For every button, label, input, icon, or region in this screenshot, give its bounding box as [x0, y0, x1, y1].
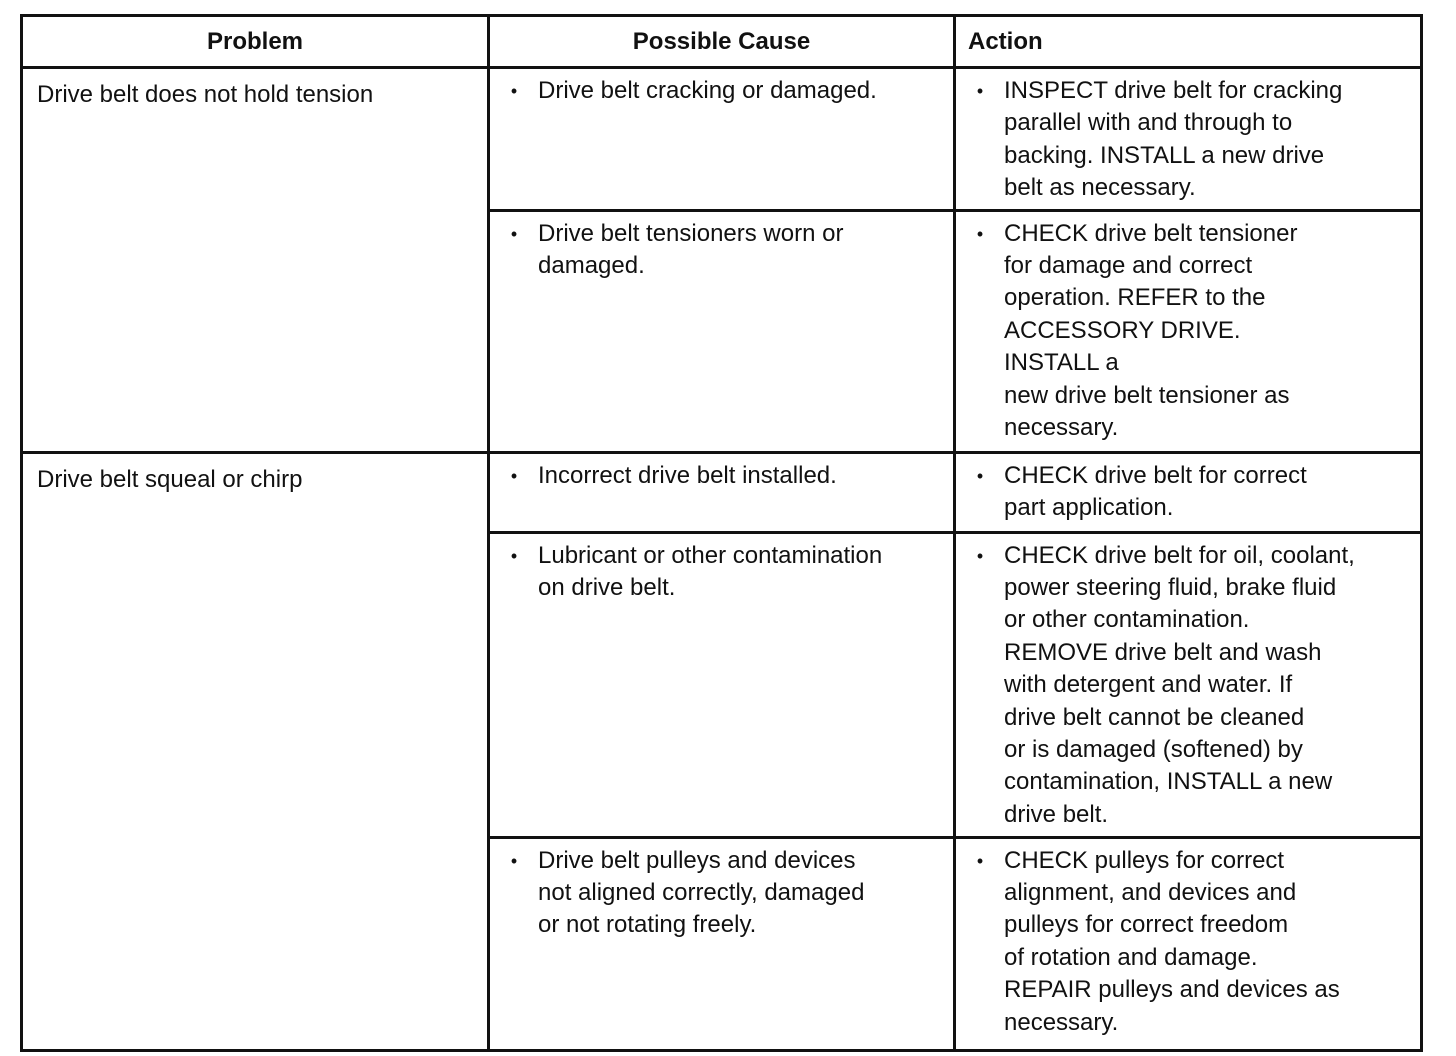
action-text: CHECK drive belt for oil, coolant, power steering fluid, brake fluid or other contamination. REMOVE drive belt and wash with detergent and water. If drive belt cannot be cleaned or is damaged (softened) by contamination, INSTALL a new drive belt.: [1004, 541, 1355, 828]
bullet-icon: •: [976, 81, 984, 101]
cause-cell: [489, 532, 955, 837]
action-text: CHECK drive belt tensioner for damage and correct operation. REFER to the ACCESSORY DRIVE. INSTALL a new drive belt tensioner as necessary.: [1004, 219, 1298, 442]
cause-cell: [489, 68, 955, 211]
bullet-icon: •: [976, 545, 984, 566]
cause-text: Drive belt cracking or damaged.: [538, 77, 877, 104]
cause-text: Drive belt tensioners worn or damaged.: [538, 219, 844, 280]
action-text: CHECK pulleys for correct alignment, and devices and pulleys for correct freedom of rotation and damage. REPAIR pulleys and devices as necessary.: [1004, 846, 1340, 1036]
cause-text: Lubricant or other contamination on drive belt.: [538, 541, 883, 602]
header-row: [22, 16, 1422, 68]
table-row: [22, 452, 1422, 532]
bullet-icon: •: [510, 223, 518, 244]
cause-cell: [489, 837, 955, 1050]
header-action: Action: [955, 16, 1422, 68]
bullet-icon: •: [510, 850, 518, 871]
problem-cell: Drive belt squeal or chirp: [22, 452, 489, 1050]
cause-text: Incorrect drive belt installed.: [538, 461, 837, 489]
action-cell: [955, 210, 1422, 452]
action-cell: [955, 532, 1422, 837]
diagnosis-table: [20, 14, 1423, 1052]
bullet-icon: •: [510, 465, 518, 486]
action-cell: [955, 837, 1422, 1050]
bullet-icon: •: [976, 223, 984, 244]
cause-cell: [489, 210, 955, 452]
header-possible-cause: Possible Cause: [489, 16, 955, 68]
bullet-icon: •: [510, 545, 518, 566]
table-row: [22, 68, 1422, 211]
bullet-icon: •: [976, 850, 984, 871]
action-text: CHECK drive belt for correct part application.: [1004, 461, 1307, 522]
cause-cell: [489, 452, 955, 532]
header-problem: Problem: [22, 16, 489, 68]
action-cell: [955, 68, 1422, 211]
cause-text: Drive belt pulleys and devices not aligned correctly, damaged or not rotating freely.: [538, 846, 865, 939]
bullet-icon: •: [976, 465, 984, 486]
problem-cell: Drive belt does not hold tension: [22, 68, 489, 453]
action-text: INSPECT drive belt for cracking parallel with and through to backing. INSTALL a new drive belt as necessary.: [1004, 77, 1343, 202]
action-cell: [955, 452, 1422, 532]
bullet-icon: •: [510, 81, 518, 101]
